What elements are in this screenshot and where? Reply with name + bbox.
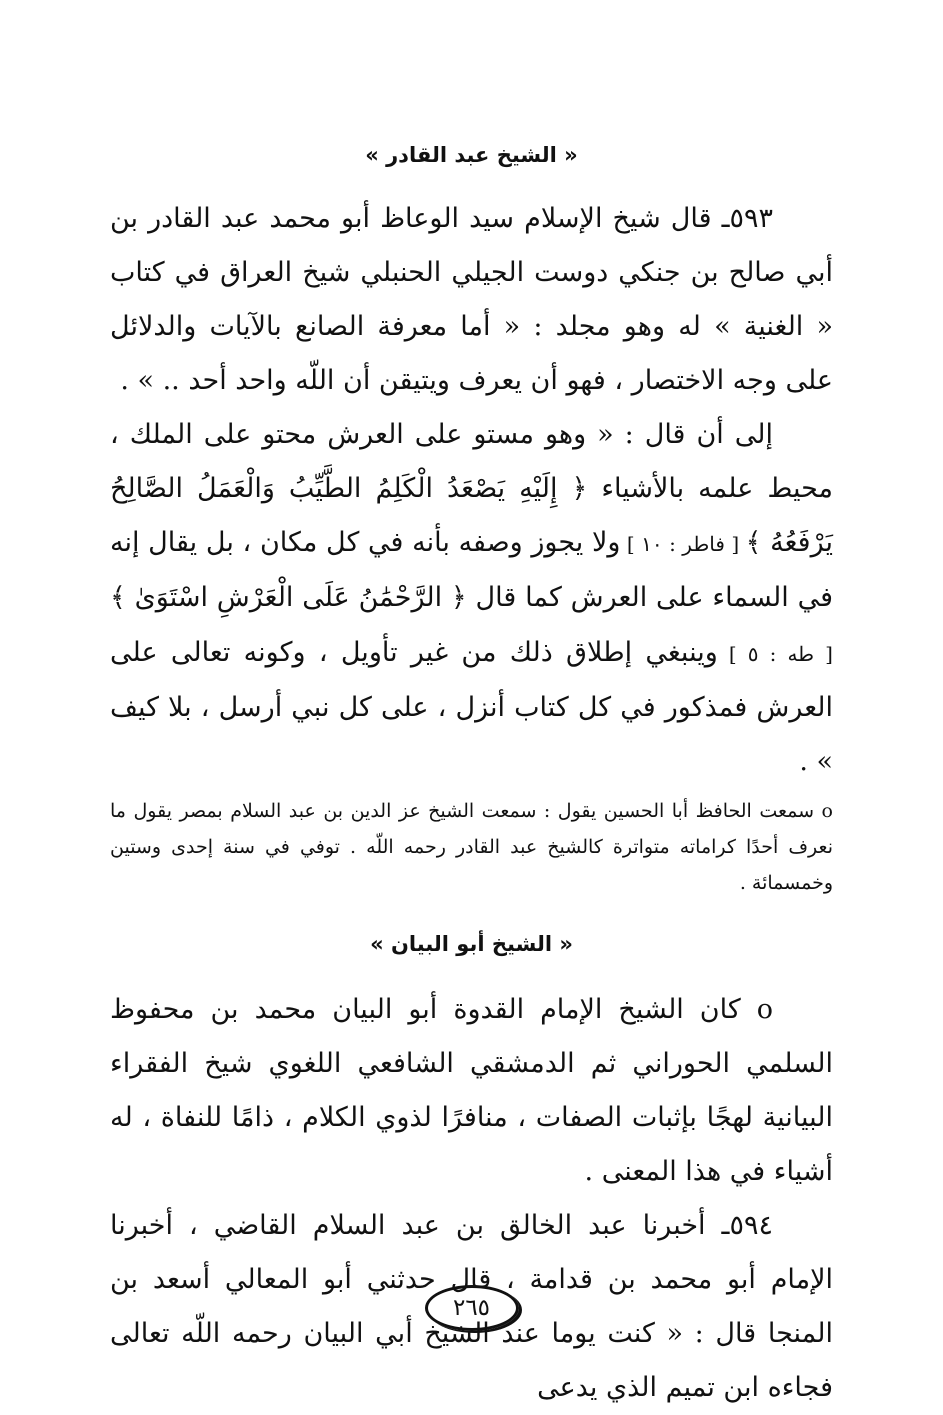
verse-reference-fatir: [ فاطر : ١٠ ] bbox=[620, 532, 746, 556]
paragraph-note-ibn-abd-al-salam: o سمعت الحافظ أبا الحسين يقول : سمعت الشيخ عز الدين بن عبد السلام بمصر يقول ما نعرف أحدًا كراماته متواترة كالشيخ عبد القادر رحمه اللّه . توفي في سنة إحدى وستين وخمسمائة . bbox=[110, 800, 833, 894]
quran-verse-fatir: ﴿ إِلَيْهِ يَصْعَدُ الْكَلِمُ الطَّيِّبُ وَالْعَمَلُ الصَّالِحُ يَرْفَعُهُ ﴾ bbox=[110, 473, 833, 558]
quran-verse-taha: ﴿ الرَّحْمَٰنُ عَلَى الْعَرْشِ اسْتَوَىٰ ﴾ bbox=[110, 582, 467, 613]
paragraph-text: إلى أن قال : « وهو مستو على العرش محتو على الملك ، محيط علمه بالأشياء bbox=[110, 419, 833, 504]
section-heading-abu-al-bayan: « الشيخ أبو البيان » bbox=[370, 932, 573, 956]
paragraph-creed-quote bbox=[110, 408, 833, 789]
paragraph-593: ٥٩٣ـ قال شيخ الإسلام سيد الوعاظ أبو محمد عبد القادر بن أبي صالح بن جنكي دوست الجيلي الحنبلي شيخ العراق في كتاب « الغنية » له وهو مجلد : « أما معرفة الصانع بالآيات والدلائل على وجه الاختصار ، فهو أن يعرف ويتيقن أن اللّه واحد أحد .. » . bbox=[110, 203, 833, 396]
paragraph-text: ولا يجوز وصفه بأنه في كل مكان ، بل يقال إنه في السماء على العرش كما قال bbox=[110, 527, 833, 613]
page-number: ٢٦٥ bbox=[425, 1285, 519, 1331]
paragraph-594: ٥٩٤ـ أخبرنا عبد الخالق بن عبد السلام القاضي ، أخبرنا الإمام أبو محمد بن قدامة ، قال حدثني أبو المعالي أسعد بن المنجا قال : « كنت يوما عند الشيخ أبي البيان رحمه اللّه تعالى فجاءه ابن تميم الذي يدعى bbox=[110, 1210, 833, 1403]
verse-reference-taha: [ طه : ٥ ] bbox=[717, 642, 833, 666]
section-heading-abd-al-qadir: « الشيخ عبد القادر » bbox=[365, 143, 578, 167]
page-body bbox=[110, 140, 833, 1415]
page-number-container bbox=[0, 1283, 943, 1333]
paragraph-abu-al-bayan-bio: o كان الشيخ الإمام القدوة أبو البيان محمد بن محفوظ السلمي الحوراني ثم الدمشقي الشافعي اللغوي شيخ الفقراء البيانية لهجًا بإثبات الصفات ، منافرًا لذوي الكلام ، ذامًا للنفاة ، له أشياء في هذا المعنى . bbox=[110, 994, 833, 1187]
paragraph-text: وينبغي إطلاق ذلك من غير تأويل ، وكونه تعالى على العرش فمذكور في كل كتاب أنزل ، على كل نبي أرسل ، بلا كيف » . bbox=[110, 637, 833, 777]
